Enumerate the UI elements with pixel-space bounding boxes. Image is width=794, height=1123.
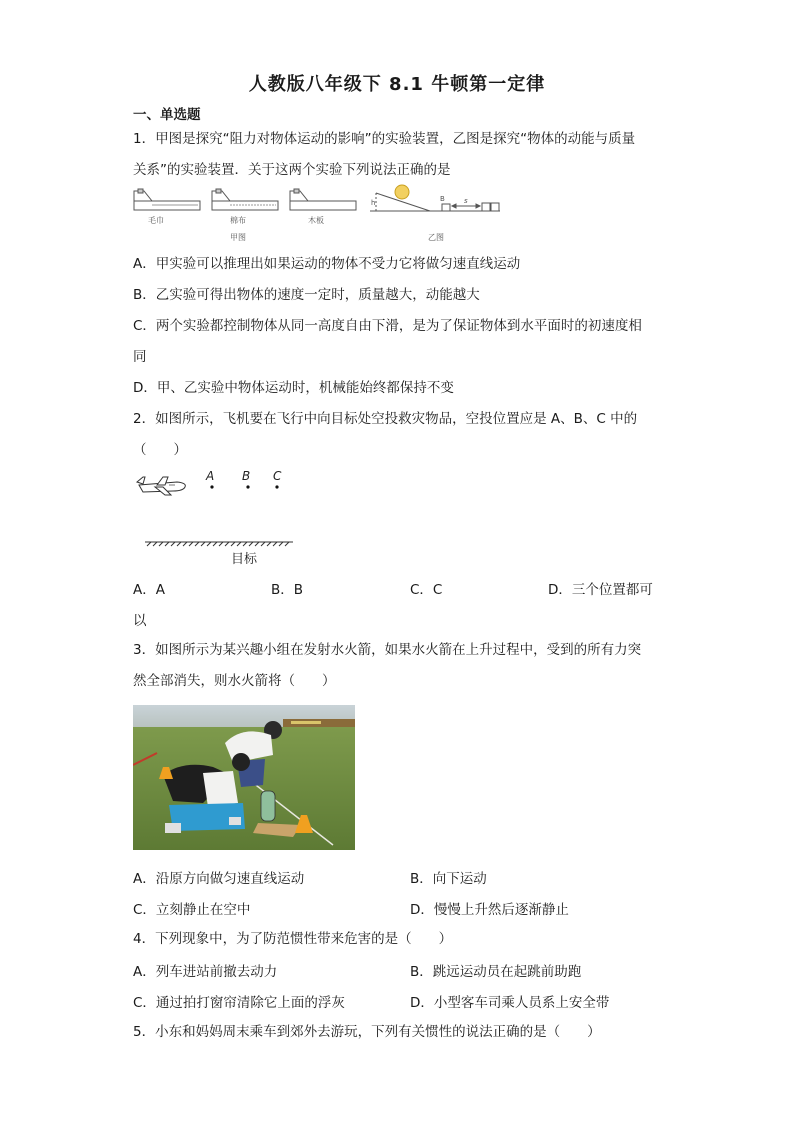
incline-cotton — [212, 189, 278, 225]
q1-option-c-line2[interactable]: 同 — [133, 349, 147, 365]
yi-label: 乙图 — [428, 233, 444, 242]
point-c — [275, 485, 278, 488]
q1-option-a[interactable]: A．甲实验可以推理出如果运动的物体不受力它将做匀速直线运动 — [133, 256, 521, 272]
ground-line — [145, 542, 293, 546]
point-c-label: C — [273, 469, 282, 483]
q3-option-d[interactable]: D．慢慢上升然后逐渐静止 — [410, 902, 569, 918]
board-label: 木板 — [308, 216, 324, 225]
q2-figure — [133, 465, 303, 570]
airplane-icon — [137, 477, 185, 495]
point-b-label: B — [242, 469, 251, 483]
q1-figure — [130, 183, 510, 243]
q4-option-d[interactable]: D．小型客车司乘人员系上安全带 — [410, 995, 610, 1011]
b-label: B — [440, 195, 445, 203]
h-label: h — [371, 199, 376, 207]
page-title: 人教版八年级下 8.1 牛顿第一定律 — [248, 74, 546, 95]
energy-apparatus — [370, 185, 500, 242]
q1-option-d[interactable]: D．甲、乙实验中物体运动时，机械能始终都保持不变 — [133, 380, 454, 396]
point-a-label: A — [206, 469, 215, 483]
cotton-label: 棉布 — [230, 216, 246, 225]
q2-stem-line2: （ ） — [133, 442, 187, 458]
q1-option-c-line1[interactable]: C．两个实验都控制物体从同一高度自由下滑，是为了保证物体到水平面时的初速度相 — [133, 318, 642, 334]
q3-stem-line1: 3．如图所示为某兴趣小组在发射水火箭，如果水火箭在上升过程中，受到的所有力突 — [133, 642, 642, 658]
towel-label: 毛巾 — [148, 216, 164, 225]
jia-label: 甲图 — [230, 233, 246, 242]
q3-option-c[interactable]: C．立刻静止在空中 — [133, 902, 251, 918]
point-a — [210, 485, 213, 488]
s-label: s — [464, 197, 468, 205]
incline-towel — [134, 189, 200, 225]
q1-stem-line2: 关系”的实验装置．关于这两个实验下列说法正确的是 — [133, 162, 451, 178]
point-b — [246, 485, 249, 488]
q4-option-c[interactable]: C．通过拍打窗帘清除它上面的浮灰 — [133, 995, 345, 1011]
q4-stem: 4．下列现象中，为了防范惯性带来危害的是（ ） — [133, 931, 453, 947]
q2-option-d-line1[interactable]: D．三个位置都可 — [548, 582, 653, 598]
target-label: 目标 — [231, 552, 258, 567]
q1-option-b[interactable]: B．乙实验可得出物体的速度一定时，质量越大，动能越大 — [133, 287, 480, 303]
incline-board — [290, 189, 356, 225]
q2-option-b[interactable]: B．B — [271, 582, 304, 598]
q3-photo — [133, 705, 355, 850]
section-heading: 一、单选题 — [133, 107, 201, 123]
q4-option-a[interactable]: A．列车进站前撤去动力 — [133, 964, 278, 980]
q1-stem-line1: 1．甲图是探究“阻力对物体运动的影响”的实验装置，乙图是探究“物体的动能与质量 — [133, 131, 636, 147]
q3-option-b[interactable]: B．向下运动 — [410, 871, 487, 887]
q2-option-a[interactable]: A．A — [133, 582, 165, 598]
q4-option-b[interactable]: B．跳远运动员在起跳前助跑 — [410, 964, 582, 980]
q5-stem: 5．小东和妈妈周末乘车到郊外去游玩，下列有关惯性的说法正确的是（ ） — [133, 1024, 601, 1040]
q2-option-c[interactable]: C．C — [410, 582, 443, 598]
q3-stem-line2: 然全部消失，则水火箭将（ ） — [133, 673, 336, 689]
q2-option-d-line2[interactable]: 以 — [133, 613, 147, 629]
q3-option-a[interactable]: A．沿原方向做匀速直线运动 — [133, 871, 305, 887]
q2-stem-line1: 2．如图所示，飞机要在飞行中向目标处空投救灾物品，空投位置应是 A、B、C 中的 — [133, 411, 638, 427]
